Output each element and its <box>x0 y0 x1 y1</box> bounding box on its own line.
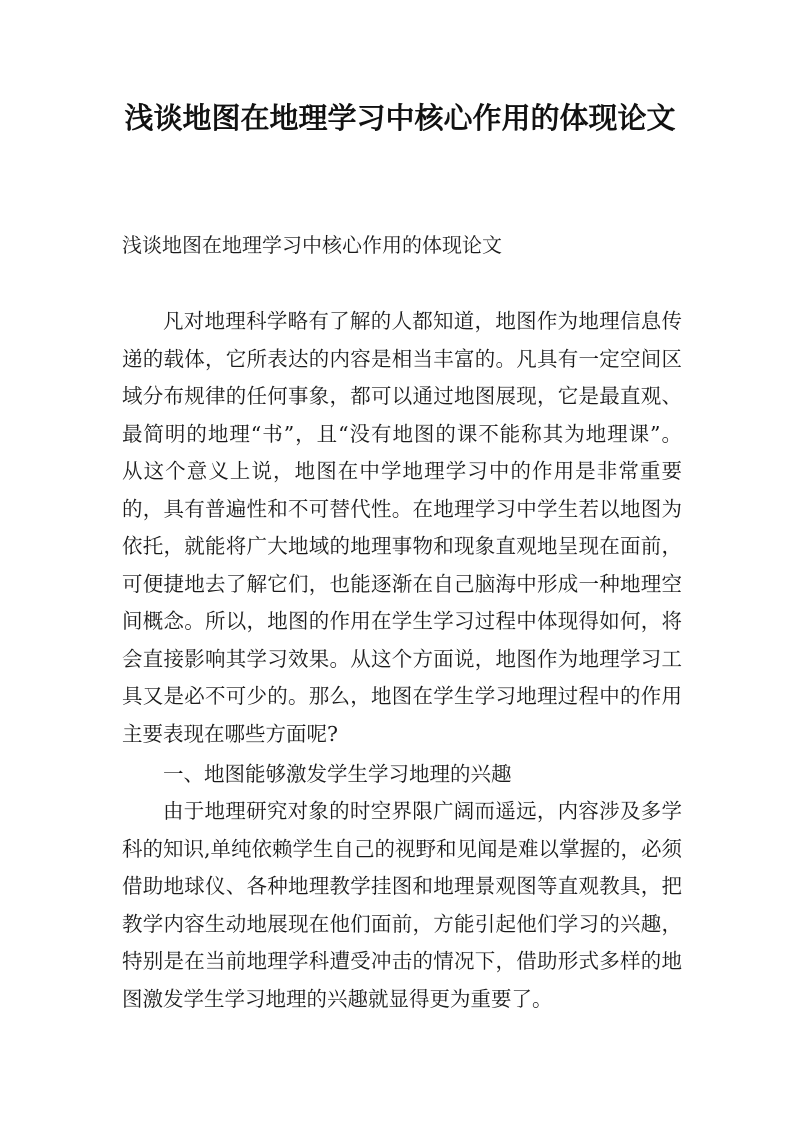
section-heading-1: 一、地图能够激发学生学习地理的兴趣 <box>163 762 512 786</box>
document-title: 浅谈地图在地理学习中核心作用的体现论文 <box>124 101 676 135</box>
document-subtitle: 浅谈地图在地理学习中核心作用的体现论文 <box>122 233 502 257</box>
body-paragraph-1: 凡对地理科学略有了解的人都知道，地图作为地理信息传递的载体，它所表达的内容是相当丰富的。凡具有一定空间区域分布规律的任何事象，都可以通过地图展现，它是最直观、最简明的地理“书”，且“没有地图的课不能称其为地理课”。 从这个意义上说，地图在中学地理学习中的作用是非常重要的，具有普遍性和不可替代性。在地理学习中学生若以地图为依托，就能将广大地域的地理事物和现象直观地呈现在面前，可便捷地去了解它们，也能逐渐在自己脑海中形成一种地理空间概念。所以，地图的作用在学生学习过程中体现得如何，将会直接影响其学习效果。从这个方面说，地图作为地理学习工具又是必不可少的。那么，地图在学生学习地理过程中的作用主要表现在哪些方面呢? <box>122 309 682 746</box>
body-paragraph-2: 由于地理研究对象的时空界限广阔而遥远，内容涉及多学科的知识,单纯依赖学生自己的视野和见闻是难以掌握的，必须借助地球仪、各种地理教学挂图和地理景观图等直观教具，把教学内容生动地展现在他们面前，方能引起他们学习的兴趣，特别是在当前地理学科遭受冲击的情况下，借助形式多样的地图激发学生学习地理的兴趣就显得更为重要了。 <box>122 799 683 1011</box>
